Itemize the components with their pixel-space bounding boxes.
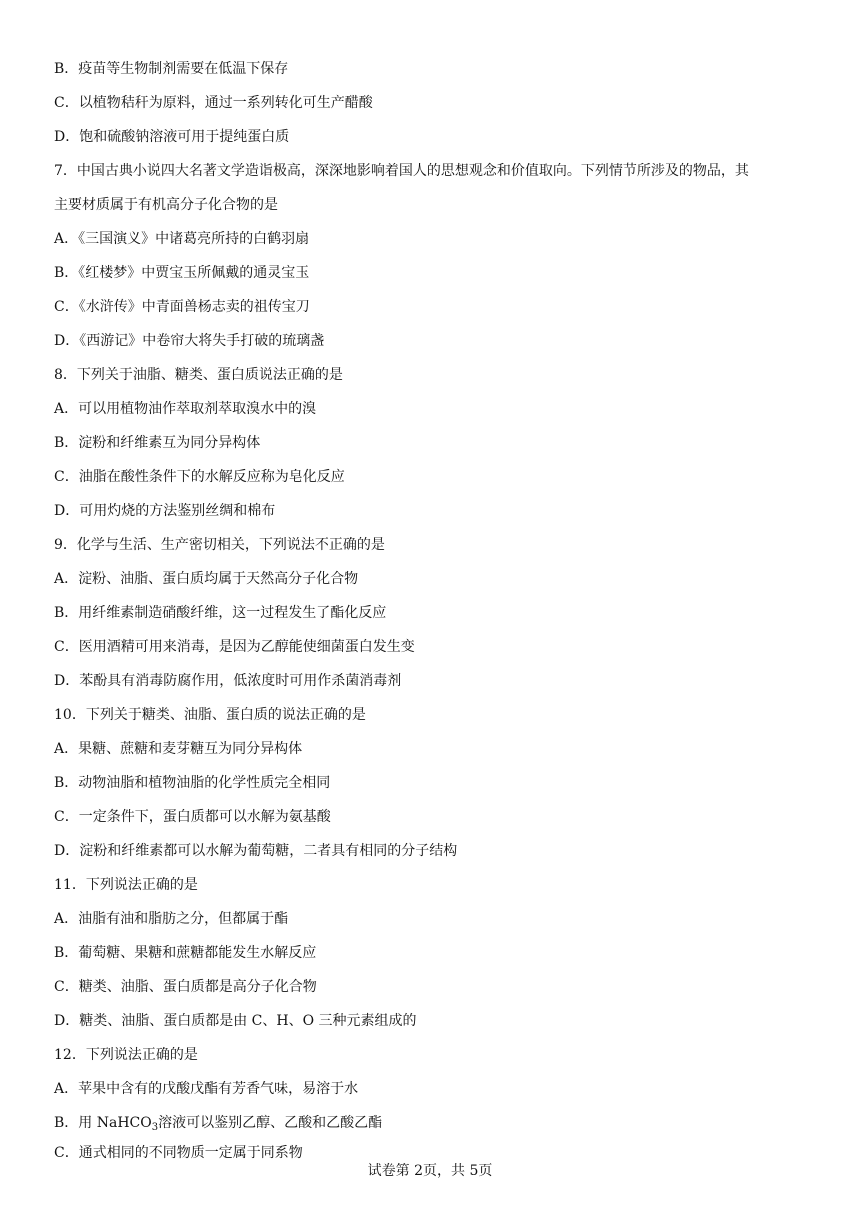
question-7-stem-line-1: 7．中国古典小说四大名著文学造诣极高，深深地影响着国人的思想观念和价值取向。下列情节所涉及的物品，其 bbox=[54, 163, 749, 179]
option-a-9: A．淀粉、油脂、蛋白质均属于天然高分子化合物 bbox=[54, 571, 359, 587]
option-b-12-prefix: B．用 NaHCO bbox=[54, 1115, 152, 1131]
option-b-12 bbox=[54, 1113, 824, 1133]
option-c-11: C．糖类、油脂、蛋白质都是高分子化合物 bbox=[54, 979, 317, 995]
option-c-7: C．《水浒传》中青面兽杨志卖的祖传宝刀 bbox=[54, 299, 310, 315]
option-c-8: C．油脂在酸性条件下的水解反应称为皂化反应 bbox=[54, 469, 345, 485]
question-8-stem: 8．下列关于油脂、糖类、蛋白质说法正确的是 bbox=[54, 367, 343, 383]
option-b-7: B．《红楼梦》中贾宝玉所佩戴的通灵宝玉 bbox=[54, 265, 310, 281]
question-9-stem: 9．化学与生活、生产密切相关，下列说法不正确的是 bbox=[54, 537, 385, 553]
option-b-12-suffix: 溶液可以鉴别乙醇、乙酸和乙酸乙酯 bbox=[158, 1115, 383, 1131]
option-d-7: D．《西游记》中卷帘大将失手打破的琉璃盏 bbox=[54, 333, 325, 349]
question-12-stem: 12．下列说法正确的是 bbox=[54, 1047, 198, 1063]
option-c-9: C．医用酒精可用来消毒，是因为乙醇能使细菌蛋白发生变 bbox=[54, 639, 415, 655]
option-b-10: B．动物油脂和植物油脂的化学性质完全相同 bbox=[54, 775, 331, 791]
question-11-stem: 11．下列说法正确的是 bbox=[54, 877, 198, 893]
option-a-12: A．苹果中含有的戊酸戊酯有芳香气味，易溶于水 bbox=[54, 1081, 359, 1097]
option-a-7: A．《三国演义》中诸葛亮所持的白鹤羽扇 bbox=[54, 231, 310, 247]
option-a-8: A．可以用植物油作萃取剂萃取溴水中的溴 bbox=[54, 401, 317, 417]
option-b-12-subscript: 3 bbox=[151, 1122, 159, 1133]
option-d-10: D．淀粉和纤维素都可以水解为葡萄糖，二者具有相同的分子结构 bbox=[54, 843, 458, 859]
option-d-6: D．饱和硫酸钠溶液可用于提纯蛋白质 bbox=[54, 129, 290, 145]
option-b-8: B．淀粉和纤维素互为同分异构体 bbox=[54, 435, 261, 451]
option-c-10: C．一定条件下，蛋白质都可以水解为氨基酸 bbox=[54, 809, 331, 825]
option-c-12: C．通式相同的不同物质一定属于同系物 bbox=[54, 1145, 303, 1161]
option-d-9: D．苯酚具有消毒防腐作用，低浓度时可用作杀菌消毒剂 bbox=[54, 673, 402, 689]
option-d-8: D．可用灼烧的方法鉴别丝绸和棉布 bbox=[54, 503, 276, 519]
question-7-stem-line-2: 主要材质属于有机高分子化合物的是 bbox=[54, 197, 278, 213]
option-b-11: B．葡萄糖、果糖和蔗糖都能发生水解反应 bbox=[54, 945, 317, 961]
option-a-11: A．油脂有油和脂肪之分，但都属于酯 bbox=[54, 911, 289, 927]
page-footer: 试卷第 2页，共 5页 bbox=[367, 1163, 493, 1179]
option-d-11: D．糖类、油脂、蛋白质都是由 C、H、O 三种元素组成的 bbox=[54, 1013, 417, 1029]
question-10-stem: 10．下列关于糖类、油脂、蛋白质的说法正确的是 bbox=[54, 707, 366, 723]
option-b-6: B．疫苗等生物制剂需要在低温下保存 bbox=[54, 61, 289, 77]
option-c-6: C．以植物秸秆为原料，通过一系列转化可生产醋酸 bbox=[54, 95, 373, 111]
option-a-10: A．果糖、蔗糖和麦芽糖互为同分异构体 bbox=[54, 741, 303, 757]
option-b-9: B．用纤维素制造硝酸纤维，这一过程发生了酯化反应 bbox=[54, 605, 387, 621]
